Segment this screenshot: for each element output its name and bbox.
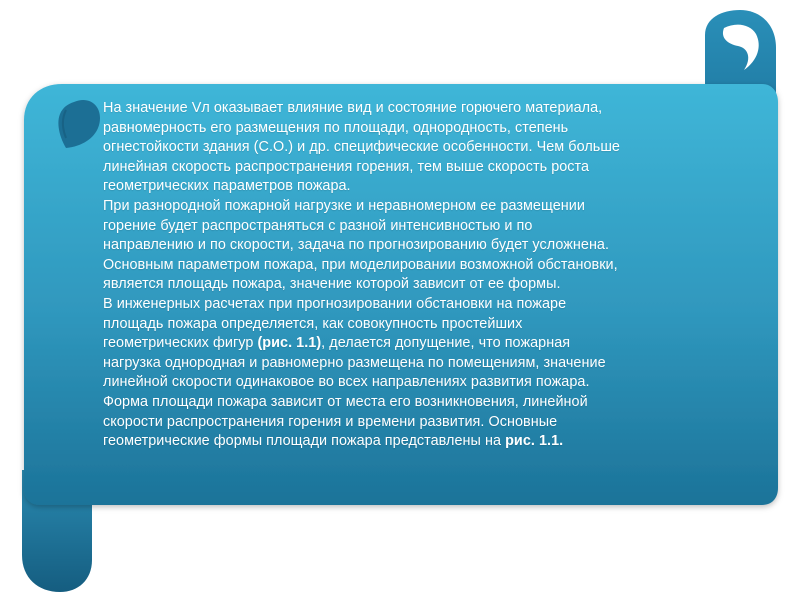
text-segment: , делается допущение, что пожарная	[321, 335, 571, 352]
text-line-figure-ref	[103, 432, 743, 452]
text-line: В инженерных расчетах при прогнозировании обстановки на пожаре	[103, 295, 567, 312]
text-line: геометрических параметров пожара.	[103, 178, 351, 195]
text-line: горение будет распространяться с разной интенсивностью и по	[103, 217, 533, 234]
figure-reference: рис. 1.1.	[505, 433, 564, 450]
text-line: Форма площади пожара зависит от места его возникновения, линейной	[103, 393, 588, 410]
text-line: Основным параметром пожара, при моделировании возможной обстановки,	[103, 256, 618, 273]
text-line: нагрузка однородная и равномерно размещена по помещениям, значение	[103, 354, 606, 371]
text-line: скорости распространения горения и времени развития. Основные	[103, 413, 558, 430]
body-text	[103, 99, 743, 452]
text-line: является площадь пожара, значение которой зависит от ее формы.	[103, 276, 561, 293]
text-segment: геометрических фигур	[103, 335, 258, 352]
text-line: направлению и по скорости, задача по прогнозированию будет усложнена.	[103, 237, 610, 254]
figure-reference: (рис. 1.1)	[257, 335, 322, 352]
text-line: линейная скорость распространения горения, тем выше скорость роста	[103, 158, 590, 175]
text-segment: геометрические формы площади пожара представлены на	[103, 433, 506, 450]
text-line: На значение Vл оказывает влияние вид и состояние горючего материала,	[103, 100, 603, 116]
text-line-figure-ref	[103, 334, 743, 354]
text-line: линейной скорости одинаковое во всех направлениях развития пожара.	[103, 374, 590, 391]
text-line: огнестойкости здания (С.О.) и др. специфические особенности. Чем больше	[103, 139, 620, 156]
text-line: При разнородной пожарной нагрузке и неравномерном ее размещении	[103, 197, 585, 214]
text-line: площадь пожара определяется, как совокупность простейших	[103, 315, 523, 332]
text-line: равномерность его размещения по площади, однородность, степень	[103, 119, 569, 136]
